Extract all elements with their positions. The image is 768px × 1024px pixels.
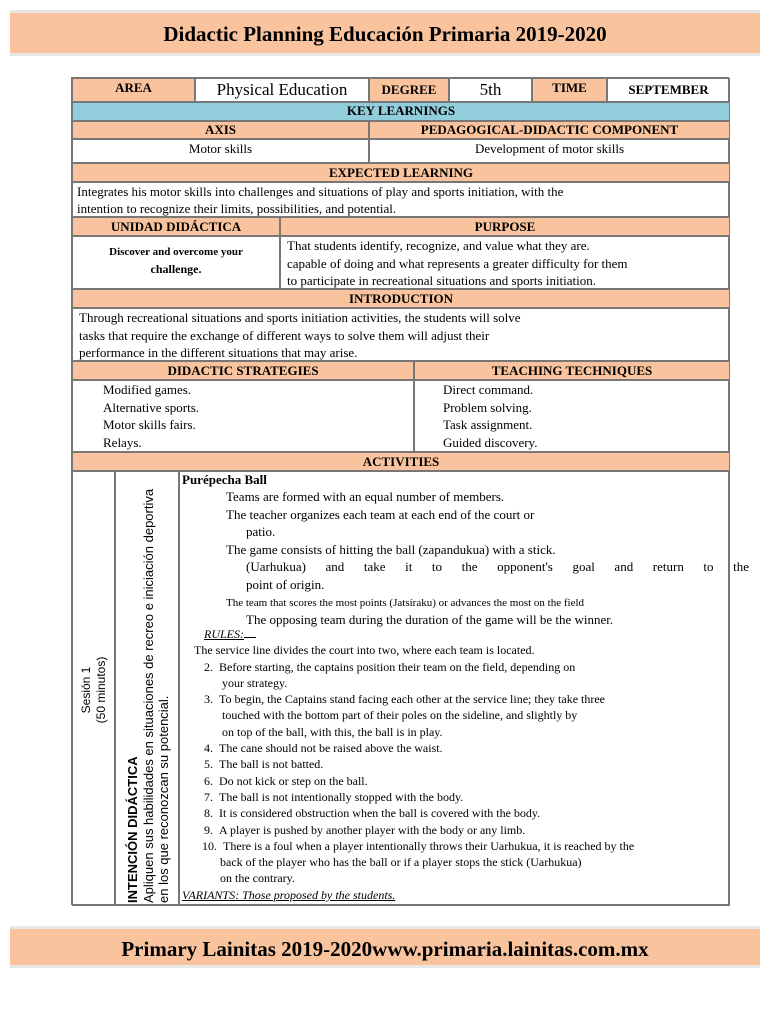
rule-number: 3. (204, 692, 213, 707)
list-item: Modified games. (103, 382, 192, 397)
rule-text-continuation: touched with the bottom part of their poles on the sideline, and slightly by (222, 708, 578, 723)
list-item: Problem solving. (443, 399, 532, 415)
degree-label: DEGREE (369, 78, 449, 102)
strategies-header: DIDACTIC STRATEGIES (72, 361, 414, 380)
rules-intro: The service line divides the court into two, where each team is located. (194, 643, 535, 658)
purpose-line: to participate in recreational situations and sports initiation. (287, 273, 597, 288)
component-label: PEDAGOGICAL-DIDACTIC COMPONENT (369, 121, 730, 139)
rule-number: 2. (204, 659, 213, 674)
list-item-continuation: point of origin. (246, 576, 325, 592)
list-item-continuation: (Uarhukua) and take it to the opponent's goal and return to the (246, 559, 749, 574)
rule-item (182, 691, 727, 740)
footer-text: Primary Lainitas 2019-2020www.primaria.lainitas.com.mx (121, 937, 649, 961)
list-item: Motor skills fairs. (103, 417, 196, 432)
rule-item (182, 773, 727, 789)
unit-value-line: challenge. (150, 262, 202, 276)
rules-list (182, 659, 727, 887)
purpose-line: That students identify, recognize, and value what they are. (287, 238, 590, 253)
rule-number: 5. (204, 757, 213, 772)
expected-learning-line: Integrates his motor skills into challenges and situations of play and sports initiation, with the (77, 184, 564, 199)
rule-text: Before starting, the captains position their team on the field, depending on (219, 659, 576, 674)
rule-item (182, 838, 727, 887)
area-value: Physical Education (195, 78, 369, 102)
list-item: The game consists of hitting the ball (zapandukua) with a stick. (226, 541, 556, 557)
purpose-label: PURPOSE (280, 217, 730, 236)
rule-text-continuation: back of the player who has the ball or if a player stops the stick (Uarhukua) (220, 855, 582, 870)
rule-item (182, 659, 727, 692)
list-item: The teacher organizes each team at each end of the court or (226, 506, 535, 522)
rule-item (182, 805, 727, 821)
page-title-banner (10, 10, 760, 56)
rule-number: 4. (204, 741, 213, 756)
introduction-text (72, 308, 730, 361)
footer-banner (10, 926, 760, 968)
list-item: Alternative sports. (103, 399, 200, 415)
list-item: Task assignment. (443, 417, 533, 432)
rule-text-continuation: on the contrary. (220, 871, 295, 886)
intent-line: en los que reconozcan su potencial. (155, 695, 171, 903)
game-bullets (226, 488, 749, 629)
rule-text: It is considered obstruction when the ball is covered with the body. (219, 806, 541, 821)
variants: VARIANTS: Those proposed by the students. (182, 887, 396, 902)
list-item: Direct command. (443, 382, 534, 397)
intent-column (115, 471, 179, 906)
introduction-header: INTRODUCTION (72, 289, 730, 308)
rule-number: 7. (204, 789, 213, 804)
rule-item (182, 822, 727, 838)
rules-label: RULES: (182, 626, 727, 642)
rule-text-continuation: on top of the ball, with this, the ball is in play. (222, 724, 443, 739)
unit-value (72, 236, 280, 289)
purpose-text (280, 236, 730, 289)
rules-section (182, 626, 727, 903)
planning-document (71, 77, 749, 905)
list-item-continuation: The opposing team during the duration of the game will be the winner. (246, 612, 614, 627)
expected-learning-header: EXPECTED LEARNING (72, 163, 730, 182)
rule-item (182, 789, 727, 805)
degree-value: 5th (449, 78, 532, 102)
time-label: TIME (532, 78, 607, 102)
rule-number: 6. (204, 773, 213, 788)
rule-text: There is a foul when a player intentionally throws their Uarhukua, it is reached by the (223, 838, 635, 853)
expected-learning-text (72, 182, 730, 217)
list-item: The team that scores the most points (Jatsíraku) or advances the most on the field (226, 597, 585, 609)
purpose-line: capable of doing and what represents a greater difficulty for them (287, 255, 628, 271)
key-learnings-header: KEY LEARNINGS (72, 102, 730, 121)
list-item: Teams are formed with an equal number of members. (226, 489, 505, 504)
intent-title: INTENCIÓN DIDÁCTICA (124, 756, 140, 903)
component-value: Development of motor skills (369, 139, 730, 163)
rule-text: The ball is not intentionally stopped with the body. (219, 789, 464, 804)
rule-text: A player is pushed by another player with the body or any limb. (219, 822, 526, 837)
unit-label: UNIDAD DIDÁCTICA (72, 217, 280, 236)
rule-text-continuation: your strategy. (222, 675, 288, 690)
session-label: Sesión 1 (50 minutos) (79, 656, 108, 724)
area-label: AREA (72, 78, 195, 102)
intent-line: Apliquen sus habilidades en situaciones de recreo e iniciación deportiva (140, 488, 156, 903)
activities-header: ACTIVITIES (72, 452, 730, 471)
introduction-line: Through recreational situations and sports initiation activities, the students will solve (79, 310, 521, 325)
list-item: Guided discovery. (443, 434, 538, 450)
unit-value-line: Discover and overcome your (109, 246, 243, 258)
introduction-line: tasks that require the exchange of different ways to solve them will adjust their (79, 327, 490, 343)
session-column (72, 471, 115, 906)
rule-number: 10. (202, 838, 217, 853)
axis-value: Motor skills (72, 139, 369, 163)
expected-learning-line: intention to recognize their limits, possibilities, and potential. (77, 201, 397, 216)
game-title: Purépecha Ball (182, 472, 267, 487)
intent-text (125, 473, 172, 903)
time-value: SEPTEMBER (607, 78, 730, 102)
strategies-list (72, 380, 414, 452)
rule-number: 9. (204, 822, 213, 837)
introduction-line: performance in the different situations that may arise. (79, 345, 358, 360)
axis-label: AXIS (72, 121, 369, 139)
rule-item (182, 756, 727, 772)
rule-text: The cane should not be raised above the waist. (219, 741, 443, 756)
techniques-list (414, 380, 730, 452)
rule-number: 8. (204, 806, 213, 821)
list-item-continuation: patio. (246, 524, 276, 539)
techniques-header: TEACHING TECHNIQUES (414, 361, 730, 380)
rule-text: The ball is not batted. (219, 757, 324, 772)
rule-text: To begin, the Captains stand facing each other at the service line; they take three (219, 692, 606, 707)
rule-text: Do not kick or step on the ball. (219, 773, 368, 788)
rule-item (182, 740, 727, 756)
page-title: Didactic Planning Educación Primaria 2019-2020 (163, 22, 607, 46)
list-item: Relays. (103, 434, 142, 450)
